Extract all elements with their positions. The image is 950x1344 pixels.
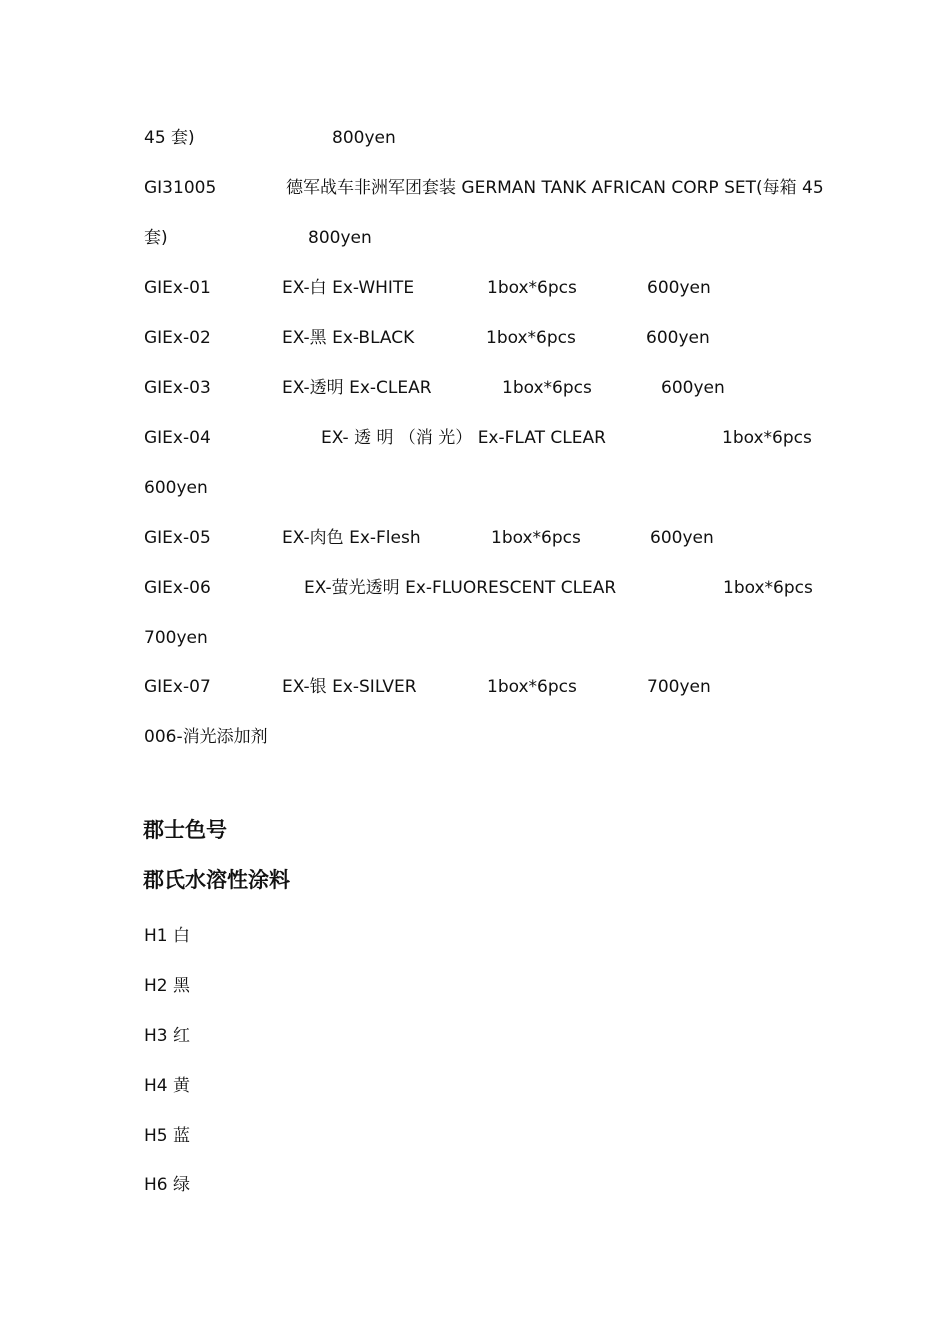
item-pack: 1box*6pcs [722,428,812,448]
set-price: 800yen [308,228,372,248]
item-description: 德军战车非洲军团套装 GERMAN TANK AFRICAN CORP SET(每箱 45 [286,178,824,198]
item-pack: 1box*6pcs [723,578,813,598]
color-item: H6 绿 [144,1175,191,1195]
color-item: H3 红 [144,1026,191,1046]
section-heading: 郡士色号 [143,818,227,842]
item-code: GIEx-01 [144,278,211,298]
item-price: 600yen [647,278,711,298]
item-price: 600yen [650,528,714,548]
set-continuation-text: 45 套) [144,128,195,148]
item-name: EX-透明 Ex-CLEAR [282,378,432,398]
item-pack: 1box*6pcs [491,528,581,548]
item-code: GI31005 [144,178,217,198]
item-price: 700yen [647,677,711,697]
set-continuation-text: 套) [144,228,168,248]
item-pack: 1box*6pcs [502,378,592,398]
item-code: GIEx-02 [144,328,211,348]
color-item: H1 白 [144,926,191,946]
item-price: 700yen [144,628,208,648]
item-name: EX-萤光透明 Ex-FLUORESCENT CLEAR [304,578,617,598]
item-code: GIEx-05 [144,528,211,548]
item-name: EX-白 Ex-WHITE [282,278,415,298]
color-item: H5 蓝 [144,1126,191,1146]
item-code: GIEx-06 [144,578,211,598]
color-item: H2 黑 [144,976,191,996]
item-pack: 1box*6pcs [486,328,576,348]
additive-item: 006-消光添加剂 [144,727,268,747]
section-subheading: 郡氏水溶性涂料 [143,868,290,892]
color-item: H4 黄 [144,1076,191,1096]
item-code: GIEx-03 [144,378,211,398]
set-price: 800yen [332,128,396,148]
item-pack: 1box*6pcs [487,677,577,697]
item-name: EX-黑 Ex-BLACK [282,328,415,348]
item-code: GIEx-07 [144,677,211,697]
item-name: EX- 透 明 （消 光） Ex-FLAT CLEAR [321,428,606,448]
item-price: 600yen [646,328,710,348]
item-name: EX-肉色 Ex-Flesh [282,528,421,548]
item-price: 600yen [144,478,208,498]
item-name: EX-银 Ex-SILVER [282,677,417,697]
item-code: GIEx-04 [144,428,211,448]
item-price: 600yen [661,378,725,398]
item-pack: 1box*6pcs [487,278,577,298]
